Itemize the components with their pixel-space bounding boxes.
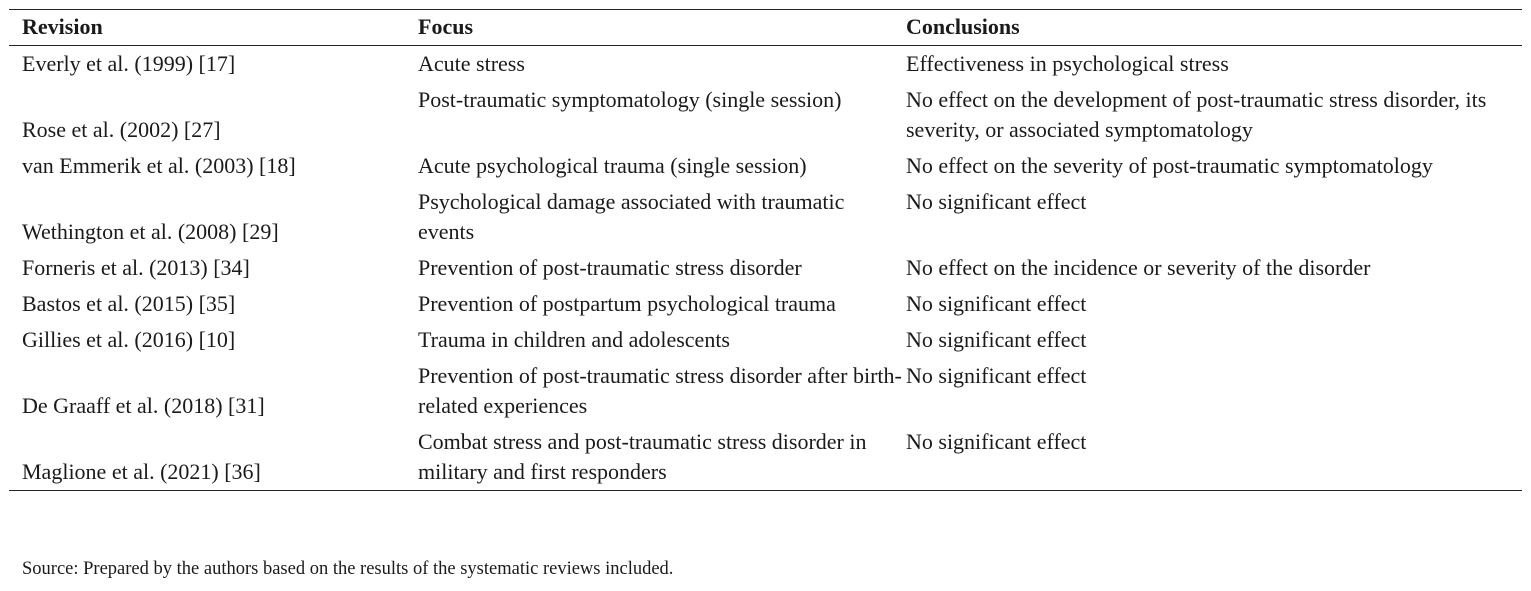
table-body [9, 46, 1522, 491]
cell-focus: Combat stress and post-traumatic stress disorder in military and first responders [418, 429, 867, 484]
cell-revision: De Graaff et al. (2018) [31] [22, 393, 265, 418]
cell-conclusions: No significant effect [906, 291, 1087, 316]
table-row [9, 286, 1522, 322]
cell-conclusions: Effectiveness in psychological stress [906, 51, 1229, 76]
table-row [9, 148, 1522, 184]
cell-conclusions: No effect on the incidence or severity of the disorder [906, 255, 1371, 280]
cell-conclusions: No significant effect [906, 429, 1087, 454]
table-row [9, 322, 1522, 358]
header-row [9, 10, 1522, 46]
cell-focus: Prevention of post-traumatic stress disorder after birth-related experiences [418, 363, 902, 418]
cell-conclusions: No effect on the severity of post-traumatic symptomatology [906, 153, 1433, 178]
cell-focus: Prevention of post-traumatic stress disorder [418, 255, 802, 280]
table-header [9, 10, 1522, 46]
cell-conclusions: No effect on the development of post-traumatic stress disorder, its severity, or associated symptomatology [906, 87, 1487, 142]
table-row [9, 358, 1522, 424]
reviews-table-container [9, 9, 1522, 491]
reviews-table [9, 9, 1522, 491]
header-conclusions: Conclusions [906, 14, 1020, 39]
table-row [9, 82, 1522, 148]
header-focus: Focus [418, 14, 473, 39]
cell-conclusions: No significant effect [906, 189, 1087, 214]
cell-focus: Trauma in children and adolescents [418, 327, 730, 352]
table-row [9, 184, 1522, 250]
cell-focus: Post-traumatic symptomatology (single session) [418, 87, 842, 112]
cell-revision: Gillies et al. (2016) [10] [22, 327, 236, 352]
cell-revision: Maglione et al. (2021) [36] [22, 459, 261, 484]
cell-revision: Rose et al. (2002) [27] [22, 117, 221, 142]
cell-revision: Everly et al. (1999) [17] [22, 51, 236, 76]
cell-revision: van Emmerik et al. (2003) [18] [22, 153, 296, 178]
cell-focus: Psychological damage associated with traumatic events [418, 189, 845, 244]
source-note: Source: Prepared by the authors based on the results of the systematic reviews included. [22, 559, 674, 579]
cell-focus: Acute psychological trauma (single session) [418, 153, 807, 178]
cell-conclusions: No significant effect [906, 363, 1087, 388]
cell-conclusions: No significant effect [906, 327, 1087, 352]
cell-focus: Prevention of postpartum psychological trauma [418, 291, 836, 316]
cell-revision: Forneris et al. (2013) [34] [22, 255, 250, 280]
table-row [9, 46, 1522, 83]
cell-revision: Wethington et al. (2008) [29] [22, 219, 279, 244]
cell-revision: Bastos et al. (2015) [35] [22, 291, 236, 316]
cell-focus: Acute stress [418, 51, 525, 76]
header-revision: Revision [22, 14, 103, 39]
table-row [9, 424, 1522, 491]
table-row [9, 250, 1522, 286]
